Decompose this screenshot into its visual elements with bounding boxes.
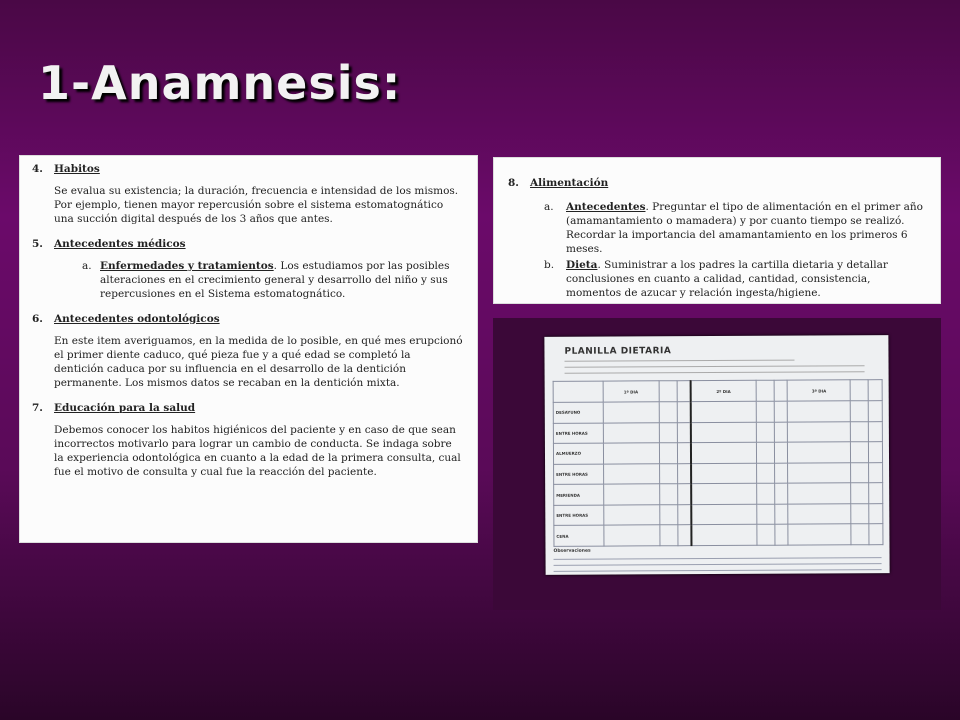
- day-header: 3º DIA: [787, 380, 850, 401]
- header-corner: [553, 381, 603, 402]
- section-heading: Alimentación: [530, 177, 609, 189]
- day-header: 1º DIA: [603, 381, 659, 402]
- diet-chart-row: [554, 524, 883, 546]
- section-number: 7.: [32, 402, 43, 414]
- diet-chart-row: [554, 483, 883, 505]
- document-alimentacion-scan: [494, 158, 940, 303]
- form-line: [565, 360, 795, 362]
- form-line: [554, 563, 882, 566]
- form-line: [565, 371, 865, 374]
- diet-chart-row: [553, 421, 882, 443]
- subsection-dieta: [544, 258, 926, 300]
- section-body: En este item averiguamos, en la medida de lo posible, en qué mes erupcionó el primer diente caduco, qué pieza fue y a qué edad se completó la dentición caduca por su influencia en el desarrollo de la dentición permanente. Los mismos datos se recaban en la dentición mixta.: [54, 335, 463, 389]
- section-number: 5.: [32, 238, 43, 250]
- section-heading: Educación para la salud: [54, 402, 196, 414]
- meal-label: MERIENDA: [554, 484, 604, 505]
- section-heading: Antecedentes médicos: [54, 238, 186, 250]
- section-body: Debemos conocer los habitos higiénicos del paciente y en caso de que sean incorrectos motivarlo para lograr un cambio de conducta. Se indaga sobre la experiencia odontológica en cuanto a la edad de la primera consulta, cual fue el motivo de consulta y cual fue la reacción del paciente.: [54, 424, 461, 478]
- sub-letter: b.: [544, 259, 555, 271]
- sub-lead: Enfermedades y tratamientos: [100, 260, 274, 272]
- sub-letter: a.: [544, 201, 554, 213]
- meal-label: DESAYUNO: [553, 402, 603, 423]
- meal-label: CENA: [554, 525, 604, 546]
- section-number: 8.: [508, 177, 519, 189]
- sub-text: . Suministrar a los padres la cartilla dietaria y detallar conclusiones en cuanto a calidad, cantidad, consistencia, momentos de azucar y relación ingesta/higiene.: [566, 259, 888, 299]
- day-header: 2º DIA: [691, 380, 756, 401]
- diet-chart-row: [554, 503, 883, 525]
- meal-label: ENTRE HORAS: [553, 423, 603, 444]
- meal-label: ALMUERZO: [553, 443, 603, 464]
- sub-lead: Antecedentes: [566, 201, 646, 213]
- form-line: [554, 557, 882, 560]
- section-body: Se evalua su existencia; la duración, frecuencia e intensidad de los mismos. Por ejemplo, tienen mayor repercusión sobre el sistema estomatognático una succión digital después de los 3 años que antes.: [54, 185, 459, 225]
- diet-chart-row: [553, 442, 882, 464]
- section-heading: Antecedentes odontológicos: [54, 313, 220, 325]
- form-line: [565, 365, 865, 368]
- meal-label: ENTRE HORAS: [554, 464, 604, 485]
- section-antecedentes-odontologicos: [32, 312, 463, 390]
- diet-chart-row: [554, 462, 883, 484]
- sub-text: . Los estudiamos por las posibles alteraciones en el crecimiento general y desarrollo del niño y sus repercusiones en el Sistema estomatognático.: [100, 260, 450, 300]
- slide-title: 1-Anamnesis:: [38, 56, 402, 110]
- document-habits-scan: [20, 156, 477, 542]
- diet-chart-table: [553, 379, 884, 547]
- sub-text: . Preguntar el tipo de alimentación en el primer año (amamantamiento o mamadera) y por cuanto tiempo se realizó. Recordar la importancia del amamantamiento en los primeros 6 meses.: [566, 201, 923, 255]
- sub-letter: a.: [82, 260, 92, 272]
- diet-chart-row: [553, 401, 882, 423]
- section-number: 4.: [32, 163, 43, 175]
- sub-lead: Dieta: [566, 259, 598, 271]
- section-antecedentes-medicos: [32, 237, 463, 301]
- section-heading: Habitos: [54, 163, 100, 175]
- diet-chart-title: PLANILLA DIETARIA: [564, 346, 672, 357]
- diet-chart-photo: [544, 335, 889, 575]
- subsection: [82, 259, 463, 301]
- observaciones-label: Observaciones: [553, 548, 591, 554]
- subsection-antecedentes: [544, 200, 926, 256]
- diet-chart-header-row: [553, 380, 882, 403]
- section-habitos: [32, 162, 463, 226]
- form-line: [554, 569, 882, 572]
- meal-label: ENTRE HORAS: [554, 505, 604, 526]
- section-educacion: [32, 401, 463, 479]
- section-number: 6.: [32, 313, 43, 325]
